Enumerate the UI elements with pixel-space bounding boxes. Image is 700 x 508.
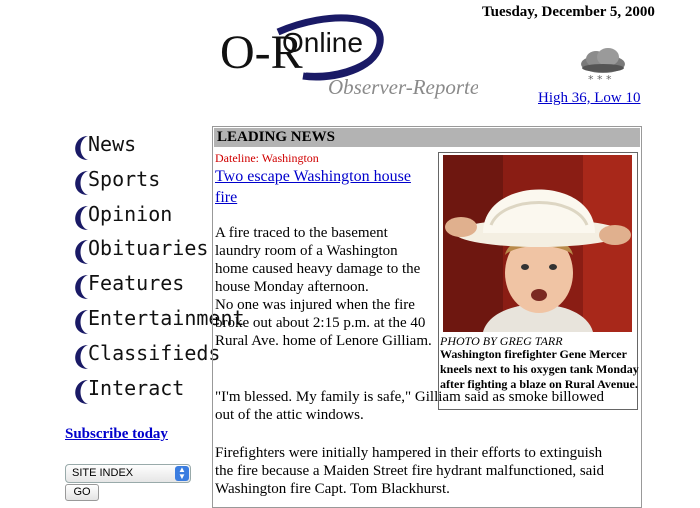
weather-forecast-link[interactable]: High 36, Low 10 (538, 90, 641, 106)
headline-link[interactable]: Two escape Washington house fire (215, 168, 411, 206)
nav-label: Features (88, 271, 185, 296)
nav-item-entertainment[interactable] (66, 304, 245, 339)
nav-label: News (88, 132, 137, 156)
article-paragraph: No one was injured when the fire broke out about 2:15 p.m. at the 40 Rural Ave. home of Lenore Gilliam. (215, 297, 432, 349)
logo-sub: Observer-Reporter (328, 75, 478, 99)
site-index-value: SITE INDEX (72, 467, 134, 479)
nav-label: Classifieds (88, 340, 221, 365)
nav-label: Opinion (88, 201, 173, 226)
article-paragraph: A fire traced to the basement laundry room of a Washington home caused heavy damage to the house Monday afternoon. (215, 225, 421, 295)
nav-label: Obituaries (88, 236, 209, 261)
current-date: Tuesday, December 5, 2000 (482, 4, 655, 20)
svg-text:* * *: * * * (588, 73, 612, 86)
article-paragraph: "I'm blessed. My family is safe," Gilliam said as smoke billowed out of the attic windows. (215, 389, 605, 423)
logo-graphic (218, 10, 478, 100)
article-paragraph: Firefighters were initially hampered in their efforts to extinguish the fire because a Maiden Street fire hydrant malfunctioned, said Washington fire Capt. Tom Blackhurst. (215, 445, 605, 497)
subscribe-link[interactable]: Subscribe today (65, 426, 168, 442)
nav-label: Sports (88, 166, 161, 191)
nav-item-news[interactable] (66, 130, 206, 165)
nav-label: Interact (88, 375, 185, 400)
photo-credit: PHOTO BY GREG TARR (440, 334, 563, 348)
news-photo[interactable] (443, 155, 632, 332)
go-button[interactable]: GO (65, 484, 99, 501)
site-index-select[interactable] (65, 464, 191, 483)
nav-item-obituaries[interactable] (66, 234, 209, 269)
nav-item-classifieds[interactable] (66, 339, 221, 374)
nav-item-features[interactable] (66, 269, 206, 304)
snow-cloud-icon (578, 46, 628, 88)
nav-item-interact[interactable] (66, 374, 206, 409)
photo-caption: Washington firefighter Gene Mercer kneels next to his oxygen tank Monday after fighting a blaze on Rural Avenue. (440, 347, 639, 391)
dateline: Dateline: Washington (215, 151, 319, 165)
nav-item-opinion[interactable] (66, 200, 206, 235)
select-arrows-icon: ▲ ▼ (175, 466, 189, 481)
logo-main-right: Online (282, 27, 363, 58)
nav-label: Entertainment (88, 305, 245, 330)
logo-main-left: O-R (220, 26, 303, 79)
section-title: LEADING NEWS (214, 128, 640, 147)
nav-item-sports[interactable] (66, 165, 206, 200)
site-logo[interactable] (218, 10, 478, 100)
section-nav (66, 130, 245, 408)
